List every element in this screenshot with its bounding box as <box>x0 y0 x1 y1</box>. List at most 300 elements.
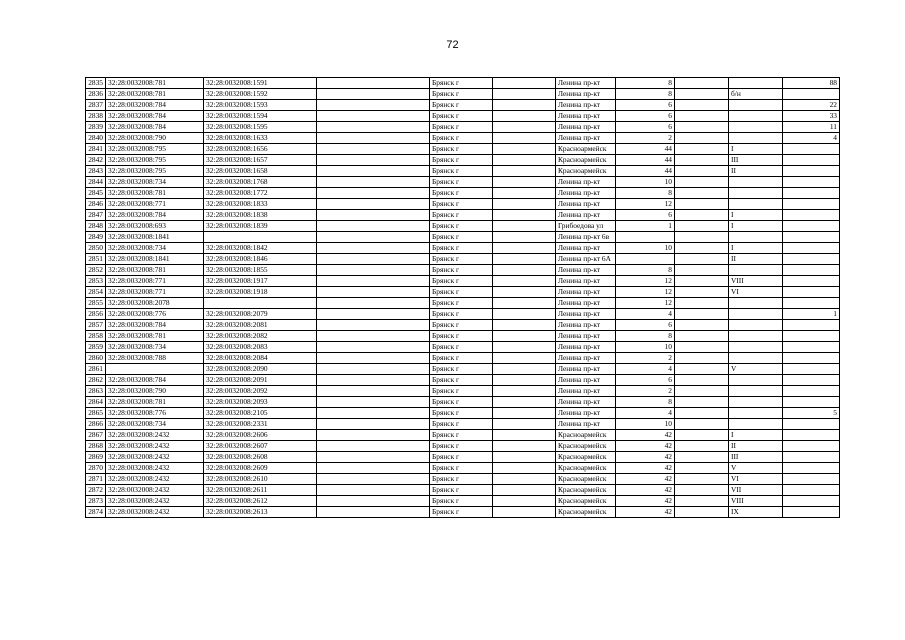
city-cell: Брянск г <box>430 155 493 166</box>
row-number-cell: 2835 <box>86 78 106 89</box>
object-number-cell: 32:28:0032008:2613 <box>204 507 317 518</box>
house-cell: 42 <box>616 496 675 507</box>
house-cell <box>616 254 675 265</box>
object-number-cell <box>204 298 317 309</box>
apartment-cell <box>783 507 840 518</box>
blank-cell-b <box>493 441 556 452</box>
apartment-cell: 88 <box>783 78 840 89</box>
blank-cell-c <box>675 353 729 364</box>
row-number-cell: 2863 <box>86 386 106 397</box>
street-cell: Ленина пр-кт <box>556 188 616 199</box>
city-cell: Брянск г <box>430 342 493 353</box>
table-row <box>86 177 840 188</box>
street-cell: Ленина пр-кт <box>556 320 616 331</box>
street-cell: Красноармейск <box>556 496 616 507</box>
object-number-cell: 32:28:0032008:1842 <box>204 243 317 254</box>
city-cell: Брянск г <box>430 507 493 518</box>
blank-cell-a <box>317 166 430 177</box>
house-cell: 1 <box>616 221 675 232</box>
row-number-cell: 2859 <box>86 342 106 353</box>
blank-cell-b <box>493 496 556 507</box>
row-number-cell: 2869 <box>86 452 106 463</box>
street-cell: Ленина пр-кт <box>556 78 616 89</box>
premise-cell: VII <box>729 485 783 496</box>
blank-cell-a <box>317 441 430 452</box>
object-number-cell: 32:28:0032008:1833 <box>204 199 317 210</box>
blank-cell-a <box>317 133 430 144</box>
blank-cell-a <box>317 276 430 287</box>
object-number-cell: 32:28:0032008:2607 <box>204 441 317 452</box>
parcel-number-cell: 32:28:0032008:781 <box>106 89 204 100</box>
city-cell: Брянск г <box>430 386 493 397</box>
parcel-number-cell: 32:28:0032008:2432 <box>106 485 204 496</box>
table-row <box>86 463 840 474</box>
parcel-number-cell: 32:28:0032008:790 <box>106 133 204 144</box>
premise-cell: II <box>729 166 783 177</box>
object-number-cell: 32:28:0032008:1855 <box>204 265 317 276</box>
object-number-cell: 32:28:0032008:2331 <box>204 419 317 430</box>
house-cell: 4 <box>616 309 675 320</box>
blank-cell-c <box>675 463 729 474</box>
blank-cell-b <box>493 221 556 232</box>
house-cell: 12 <box>616 276 675 287</box>
parcel-number-cell: 32:28:0032008:734 <box>106 177 204 188</box>
object-number-cell: 32:28:0032008:2610 <box>204 474 317 485</box>
object-number-cell: 32:28:0032008:2609 <box>204 463 317 474</box>
blank-cell-c <box>675 507 729 518</box>
parcel-number-cell: 32:28:0032008:788 <box>106 353 204 364</box>
table-row <box>86 298 840 309</box>
house-cell: 6 <box>616 122 675 133</box>
premise-cell <box>729 188 783 199</box>
premise-cell: VI <box>729 474 783 485</box>
apartment-cell <box>783 254 840 265</box>
blank-cell-a <box>317 386 430 397</box>
street-cell: Ленина пр-кт <box>556 89 616 100</box>
apartment-cell <box>783 265 840 276</box>
street-cell: Ленина пр-кт <box>556 397 616 408</box>
registry-table <box>85 77 840 518</box>
blank-cell-b <box>493 463 556 474</box>
blank-cell-a <box>317 309 430 320</box>
blank-cell-c <box>675 210 729 221</box>
row-number-cell: 2865 <box>86 408 106 419</box>
premise-cell <box>729 397 783 408</box>
blank-cell-c <box>675 298 729 309</box>
premise-cell <box>729 353 783 364</box>
table-row <box>86 155 840 166</box>
object-number-cell: 32:28:0032008:2091 <box>204 375 317 386</box>
city-cell: Брянск г <box>430 474 493 485</box>
house-cell: 8 <box>616 89 675 100</box>
apartment-cell: 33 <box>783 111 840 122</box>
parcel-number-cell: 32:28:0032008:776 <box>106 309 204 320</box>
object-number-cell: 32:28:0032008:1846 <box>204 254 317 265</box>
parcel-number-cell: 32:28:0032008:734 <box>106 342 204 353</box>
object-number-cell: 32:28:0032008:2090 <box>204 364 317 375</box>
blank-cell-b <box>493 386 556 397</box>
street-cell: Красноармейск <box>556 474 616 485</box>
apartment-cell <box>783 320 840 331</box>
premise-cell: I <box>729 430 783 441</box>
apartment-cell <box>783 364 840 375</box>
house-cell: 10 <box>616 177 675 188</box>
city-cell: Брянск г <box>430 441 493 452</box>
blank-cell-b <box>493 89 556 100</box>
parcel-number-cell: 32:28:0032008:2432 <box>106 463 204 474</box>
apartment-cell <box>783 353 840 364</box>
table-row <box>86 386 840 397</box>
city-cell: Брянск г <box>430 199 493 210</box>
table-row <box>86 342 840 353</box>
parcel-number-cell: 32:28:0032008:2432 <box>106 441 204 452</box>
blank-cell-c <box>675 254 729 265</box>
city-cell: Брянск г <box>430 78 493 89</box>
table-row <box>86 221 840 232</box>
premise-cell <box>729 309 783 320</box>
blank-cell-c <box>675 397 729 408</box>
parcel-number-cell: 32:28:0032008:2432 <box>106 452 204 463</box>
apartment-cell <box>783 331 840 342</box>
blank-cell-b <box>493 78 556 89</box>
parcel-number-cell: 32:28:0032008:784 <box>106 210 204 221</box>
blank-cell-c <box>675 364 729 375</box>
parcel-number-cell: 32:28:0032008:781 <box>106 397 204 408</box>
house-cell: 42 <box>616 452 675 463</box>
blank-cell-c <box>675 276 729 287</box>
city-cell: Брянск г <box>430 331 493 342</box>
row-number-cell: 2850 <box>86 243 106 254</box>
blank-cell-a <box>317 430 430 441</box>
premise-cell: I <box>729 210 783 221</box>
city-cell: Брянск г <box>430 364 493 375</box>
premise-cell <box>729 232 783 243</box>
blank-cell-c <box>675 232 729 243</box>
object-number-cell: 32:28:0032008:2081 <box>204 320 317 331</box>
blank-cell-a <box>317 397 430 408</box>
city-cell: Брянск г <box>430 408 493 419</box>
apartment-cell <box>783 419 840 430</box>
blank-cell-a <box>317 485 430 496</box>
premise-cell: I <box>729 243 783 254</box>
blank-cell-b <box>493 210 556 221</box>
city-cell: Брянск г <box>430 375 493 386</box>
parcel-number-cell: 32:28:0032008:781 <box>106 265 204 276</box>
object-number-cell: 32:28:0032008:1657 <box>204 155 317 166</box>
row-number-cell: 2856 <box>86 309 106 320</box>
blank-cell-a <box>317 144 430 155</box>
blank-cell-c <box>675 111 729 122</box>
table-row <box>86 100 840 111</box>
blank-cell-a <box>317 507 430 518</box>
city-cell: Брянск г <box>430 452 493 463</box>
apartment-cell <box>783 298 840 309</box>
city-cell: Брянск г <box>430 144 493 155</box>
blank-cell-a <box>317 287 430 298</box>
row-number-cell: 2864 <box>86 397 106 408</box>
premise-cell <box>729 419 783 430</box>
table-row <box>86 364 840 375</box>
street-cell: Ленина пр-кт <box>556 331 616 342</box>
blank-cell-c <box>675 166 729 177</box>
house-cell: 42 <box>616 463 675 474</box>
row-number-cell: 2860 <box>86 353 106 364</box>
city-cell: Брянск г <box>430 254 493 265</box>
premise-cell <box>729 133 783 144</box>
house-cell: 42 <box>616 474 675 485</box>
city-cell: Брянск г <box>430 309 493 320</box>
house-cell: 2 <box>616 353 675 364</box>
premise-cell <box>729 100 783 111</box>
blank-cell-a <box>317 155 430 166</box>
blank-cell-c <box>675 485 729 496</box>
blank-cell-a <box>317 452 430 463</box>
parcel-number-cell: 32:28:0032008:781 <box>106 188 204 199</box>
blank-cell-a <box>317 364 430 375</box>
premise-cell <box>729 386 783 397</box>
parcel-number-cell: 32:28:0032008:1841 <box>106 254 204 265</box>
blank-cell-c <box>675 419 729 430</box>
row-number-cell: 2874 <box>86 507 106 518</box>
row-number-cell: 2838 <box>86 111 106 122</box>
premise-cell: III <box>729 452 783 463</box>
premise-cell <box>729 265 783 276</box>
blank-cell-b <box>493 474 556 485</box>
parcel-number-cell: 32:28:0032008:2078 <box>106 298 204 309</box>
city-cell: Брянск г <box>430 463 493 474</box>
blank-cell-c <box>675 342 729 353</box>
house-cell: 42 <box>616 507 675 518</box>
house-cell: 2 <box>616 133 675 144</box>
object-number-cell: 32:28:0032008:2092 <box>204 386 317 397</box>
blank-cell-b <box>493 353 556 364</box>
blank-cell-a <box>317 199 430 210</box>
table-row <box>86 441 840 452</box>
blank-cell-c <box>675 155 729 166</box>
premise-cell <box>729 78 783 89</box>
table-row <box>86 78 840 89</box>
blank-cell-a <box>317 188 430 199</box>
table-row <box>86 144 840 155</box>
row-number-cell: 2858 <box>86 331 106 342</box>
row-number-cell: 2852 <box>86 265 106 276</box>
street-cell: Ленина пр-кт <box>556 353 616 364</box>
apartment-cell <box>783 441 840 452</box>
object-number-cell: 32:28:0032008:1838 <box>204 210 317 221</box>
row-number-cell: 2853 <box>86 276 106 287</box>
blank-cell-a <box>317 100 430 111</box>
parcel-number-cell: 32:28:0032008:771 <box>106 287 204 298</box>
parcel-number-cell: 32:28:0032008:1841 <box>106 232 204 243</box>
city-cell: Брянск г <box>430 210 493 221</box>
blank-cell-a <box>317 496 430 507</box>
row-number-cell: 2855 <box>86 298 106 309</box>
row-number-cell: 2871 <box>86 474 106 485</box>
blank-cell-c <box>675 221 729 232</box>
parcel-number-cell: 32:28:0032008:2432 <box>106 507 204 518</box>
premise-cell <box>729 375 783 386</box>
street-cell: Красноармейск <box>556 441 616 452</box>
page-number: 72 <box>446 39 459 51</box>
row-number-cell: 2837 <box>86 100 106 111</box>
house-cell: 12 <box>616 298 675 309</box>
blank-cell-b <box>493 397 556 408</box>
blank-cell-b <box>493 452 556 463</box>
row-number-cell: 2845 <box>86 188 106 199</box>
object-number-cell: 32:28:0032008:1839 <box>204 221 317 232</box>
table-row <box>86 496 840 507</box>
street-cell: Красноармейск <box>556 485 616 496</box>
apartment-cell <box>783 375 840 386</box>
city-cell: Брянск г <box>430 265 493 276</box>
object-number-cell: 32:28:0032008:2611 <box>204 485 317 496</box>
table-row <box>86 474 840 485</box>
premise-cell <box>729 199 783 210</box>
parcel-number-cell: 32:28:0032008:771 <box>106 276 204 287</box>
premise-cell: III <box>729 155 783 166</box>
city-cell: Брянск г <box>430 397 493 408</box>
house-cell: 42 <box>616 441 675 452</box>
table-row <box>86 254 840 265</box>
blank-cell-b <box>493 100 556 111</box>
blank-cell-a <box>317 221 430 232</box>
row-number-cell: 2841 <box>86 144 106 155</box>
street-cell: Ленина пр-кт <box>556 375 616 386</box>
table-row <box>86 188 840 199</box>
blank-cell-c <box>675 386 729 397</box>
premise-cell <box>729 408 783 419</box>
table-row <box>86 265 840 276</box>
blank-cell-c <box>675 133 729 144</box>
premise-cell <box>729 320 783 331</box>
row-number-cell: 2857 <box>86 320 106 331</box>
object-number-cell: 32:28:0032008:1918 <box>204 287 317 298</box>
row-number-cell: 2842 <box>86 155 106 166</box>
blank-cell-b <box>493 298 556 309</box>
street-cell: Красноармейск <box>556 166 616 177</box>
city-cell: Брянск г <box>430 353 493 364</box>
object-number-cell: 32:28:0032008:2084 <box>204 353 317 364</box>
row-number-cell: 2870 <box>86 463 106 474</box>
blank-cell-c <box>675 122 729 133</box>
apartment-cell <box>783 452 840 463</box>
apartment-cell <box>783 188 840 199</box>
blank-cell-a <box>317 419 430 430</box>
city-cell: Брянск г <box>430 221 493 232</box>
house-cell: 8 <box>616 188 675 199</box>
row-number-cell: 2862 <box>86 375 106 386</box>
object-number-cell: 32:28:0032008:1656 <box>204 144 317 155</box>
blank-cell-b <box>493 375 556 386</box>
object-number-cell: 32:28:0032008:1592 <box>204 89 317 100</box>
city-cell: Брянск г <box>430 287 493 298</box>
blank-cell-c <box>675 496 729 507</box>
table-row <box>86 243 840 254</box>
blank-cell-c <box>675 177 729 188</box>
blank-cell-b <box>493 320 556 331</box>
parcel-number-cell: 32:28:0032008:795 <box>106 144 204 155</box>
blank-cell-c <box>675 474 729 485</box>
object-number-cell: 32:28:0032008:2079 <box>204 309 317 320</box>
parcel-number-cell: 32:28:0032008:2432 <box>106 496 204 507</box>
blank-cell-a <box>317 78 430 89</box>
house-cell: 12 <box>616 199 675 210</box>
table-row <box>86 320 840 331</box>
blank-cell-b <box>493 276 556 287</box>
premise-cell: I <box>729 144 783 155</box>
house-cell: 6 <box>616 210 675 221</box>
blank-cell-c <box>675 287 729 298</box>
street-cell: Красноармейск <box>556 430 616 441</box>
street-cell: Ленина пр-кт <box>556 386 616 397</box>
premise-cell: VIII <box>729 496 783 507</box>
blank-cell-c <box>675 243 729 254</box>
street-cell: Ленина пр-кт <box>556 309 616 320</box>
blank-cell-c <box>675 441 729 452</box>
premise-cell: б/н <box>729 89 783 100</box>
parcel-number-cell: 32:28:0032008:784 <box>106 111 204 122</box>
blank-cell-b <box>493 243 556 254</box>
object-number-cell: 32:28:0032008:1658 <box>204 166 317 177</box>
row-number-cell: 2849 <box>86 232 106 243</box>
object-number-cell: 32:28:0032008:1593 <box>204 100 317 111</box>
apartment-cell <box>783 155 840 166</box>
row-number-cell: 2873 <box>86 496 106 507</box>
apartment-cell <box>783 144 840 155</box>
apartment-cell <box>783 243 840 254</box>
object-number-cell: 32:28:0032008:2105 <box>204 408 317 419</box>
blank-cell-a <box>317 474 430 485</box>
apartment-cell: 4 <box>783 133 840 144</box>
blank-cell-a <box>317 111 430 122</box>
blank-cell-b <box>493 430 556 441</box>
table-row <box>86 232 840 243</box>
apartment-cell <box>783 496 840 507</box>
blank-cell-b <box>493 188 556 199</box>
blank-cell-b <box>493 364 556 375</box>
blank-cell-c <box>675 199 729 210</box>
blank-cell-b <box>493 265 556 276</box>
premise-cell: IX <box>729 507 783 518</box>
blank-cell-b <box>493 232 556 243</box>
object-number-cell: 32:28:0032008:1768 <box>204 177 317 188</box>
blank-cell-b <box>493 408 556 419</box>
table-row <box>86 287 840 298</box>
blank-cell-b <box>493 254 556 265</box>
blank-cell-c <box>675 331 729 342</box>
premise-cell <box>729 342 783 353</box>
street-cell: Ленина пр-кт <box>556 342 616 353</box>
row-number-cell: 2867 <box>86 430 106 441</box>
apartment-cell <box>783 232 840 243</box>
table-row <box>86 485 840 496</box>
table-row <box>86 397 840 408</box>
blank-cell-a <box>317 210 430 221</box>
street-cell: Ленина пр-кт <box>556 276 616 287</box>
apartment-cell <box>783 89 840 100</box>
blank-cell-a <box>317 342 430 353</box>
row-number-cell: 2839 <box>86 122 106 133</box>
blank-cell-a <box>317 298 430 309</box>
street-cell: Ленина пр-кт 6в <box>556 232 616 243</box>
table-row <box>86 375 840 386</box>
table-row <box>86 89 840 100</box>
apartment-cell: 22 <box>783 100 840 111</box>
object-number-cell: 32:28:0032008:2083 <box>204 342 317 353</box>
premise-cell: VIII <box>729 276 783 287</box>
street-cell: Ленина пр-кт <box>556 287 616 298</box>
premise-cell: V <box>729 364 783 375</box>
